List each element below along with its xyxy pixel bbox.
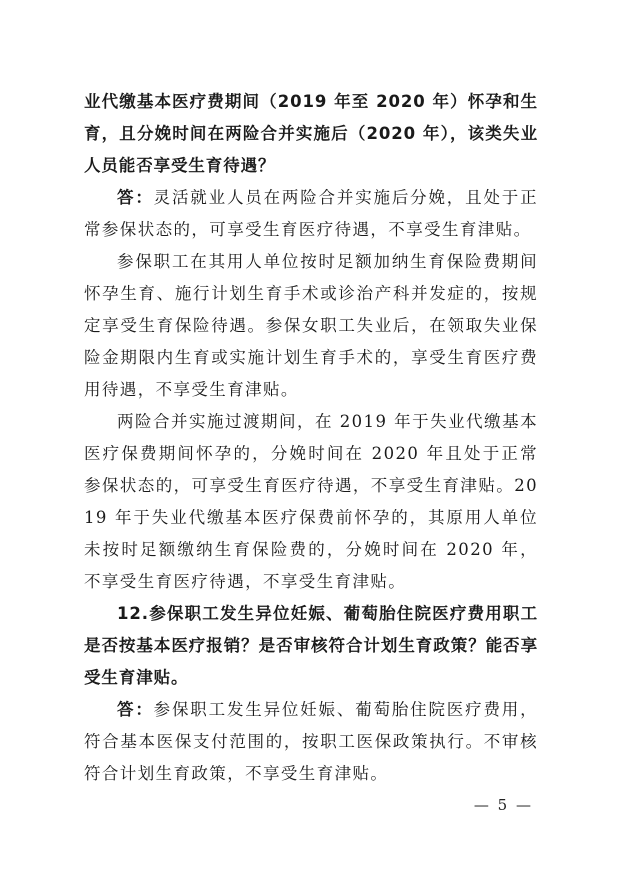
answer-paragraph-3: 两险合并实施过渡期间，在 2019 年于失业代缴基本医疗保费期间怀孕的，分娩时间在 2020 年且处于正常参保状态的，可享受生育医疗待遇，不享受生育津贴。2019 年于失业代缴基本医疗保费前怀孕的，其原用人单位未按时足额缴纳生育保险费的，分娩时间在 2020 年，不享受生育医疗待遇，不享受生育津贴。 <box>84 412 538 591</box>
page-number: — 5 — <box>473 796 533 814</box>
answer-12-text: 参保职工发生异位妊娠、葡萄胎住院医疗费用，符合基本医保支付范围的，按职工医保政策执行。不审核符合计划生育政策，不享受生育津贴。 <box>84 700 538 783</box>
answer-paragraph-2: 参保职工在其用人单位按时足额加纳生育保险费期间怀孕生育、施行计划生育手术或诊治产科并发症的，按规定享受生育保险待遇。参保女职工失业后，在领取失业保险金期限内生育或实施计划生育手术的，享受生育医疗费用待遇，不享受生育津贴。 <box>84 252 538 399</box>
answer-label: 答： <box>117 188 154 207</box>
question-continuation: 业代缴基本医疗费期间（2019 年至 2020 年）怀孕和生育，且分娩时间在两险合并实施后（2020 年），该类失业人员能否享受生育待遇？ <box>84 92 538 175</box>
answer-text: 灵活就业人员在两险合并实施后分娩，且处于正常参保状态的，可享受生育医疗待遇，不享受生育津贴。 <box>84 188 538 239</box>
answer-12 <box>84 694 538 790</box>
question-12: 12.参保职工发生异位妊娠、葡萄胎住院医疗费用职工是否按基本医疗报销？是否审核符合计划生育政策？能否享受生育津贴。 <box>84 604 538 687</box>
document-body <box>84 86 538 790</box>
answer-12-label: 答： <box>117 700 154 719</box>
answer-paragraph-1 <box>84 182 538 246</box>
